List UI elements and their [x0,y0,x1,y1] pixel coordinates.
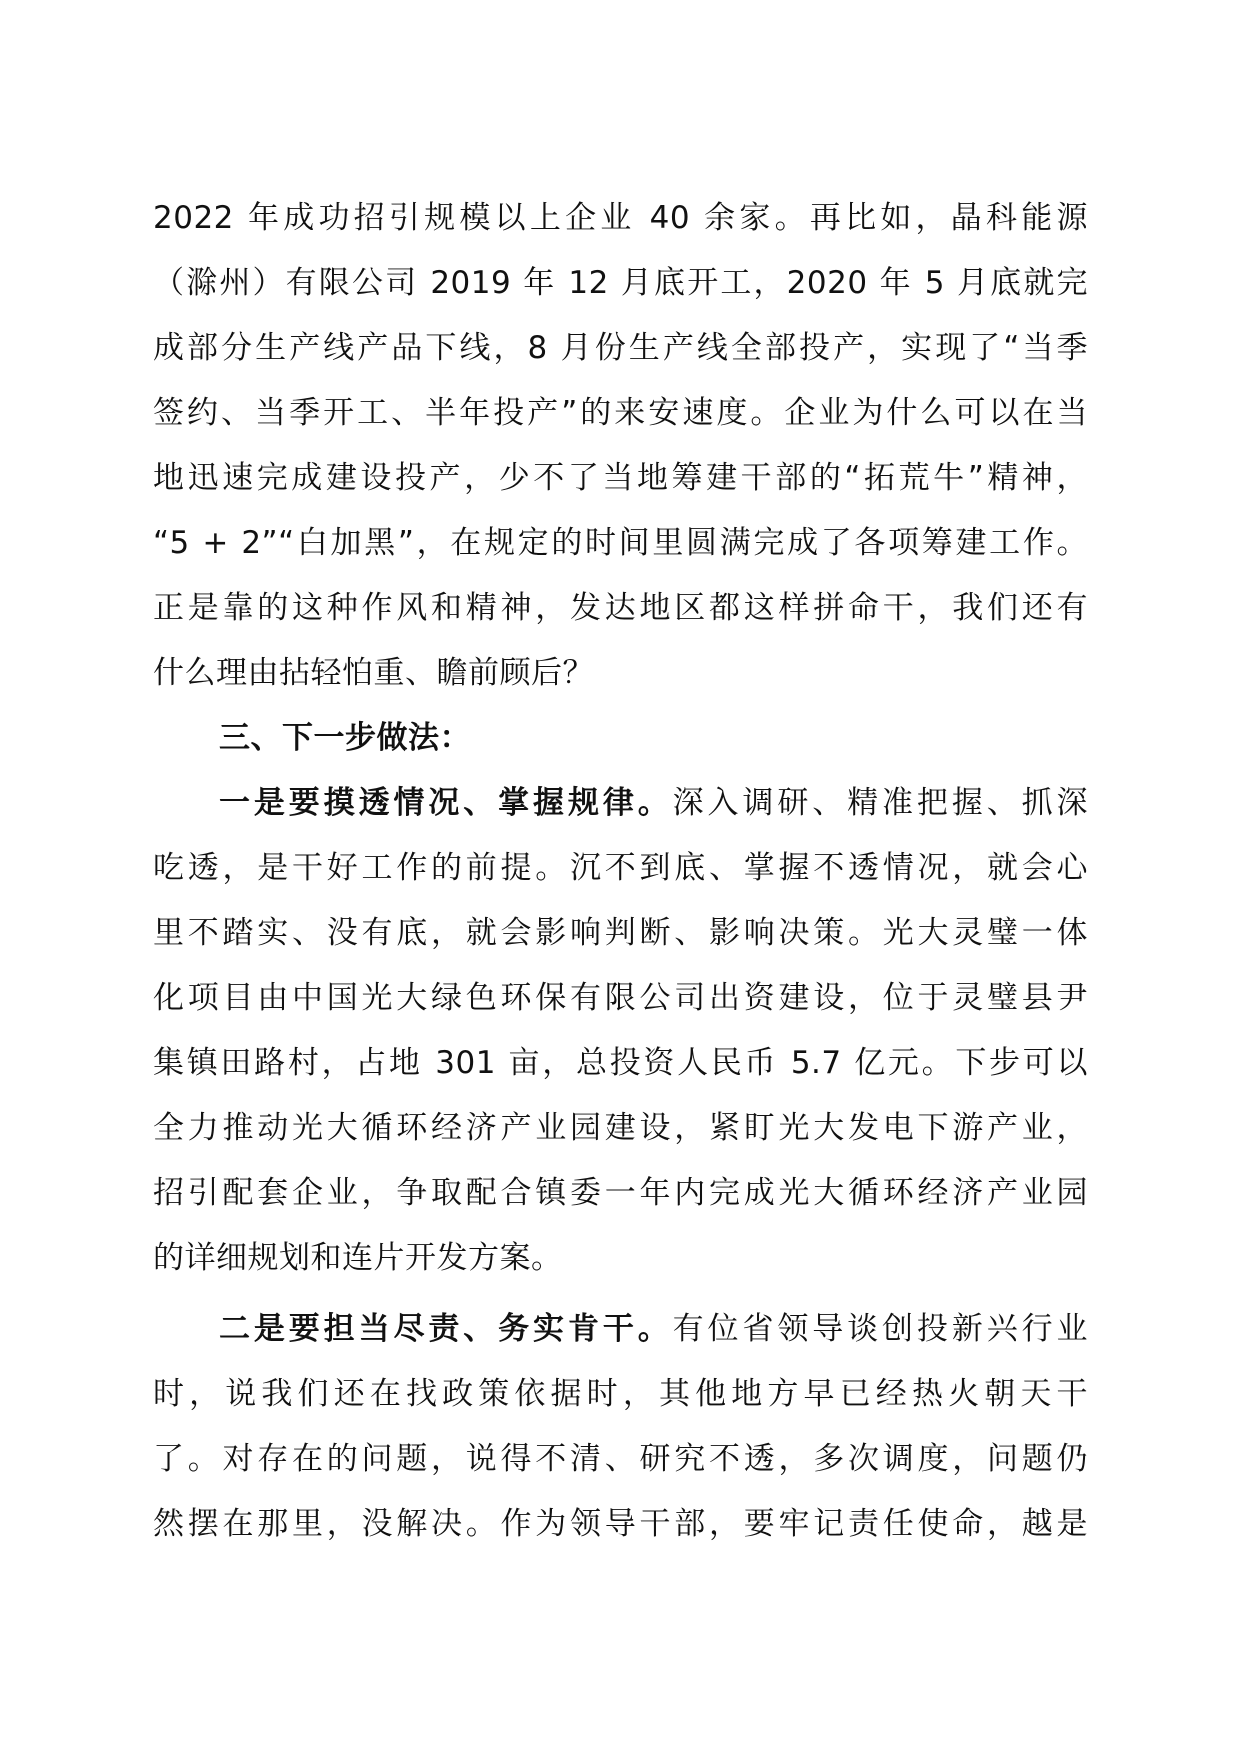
point2-first-line [153,1297,1088,1362]
point2-title: 二是要担当尽责、务实肯干。 [219,1311,673,1347]
body-line: 里不踏实、没有底，就会影响判断、影响决策。光大灵璧一体 [153,915,1088,951]
body-line: 集镇田路村，占地 301 亩，总投资人民币 5.7 亿元。下步可以 [153,1045,1088,1081]
point2-first-line-text: 有位省领导谈创投新兴行业 [672,1311,1089,1347]
body-line: 化项目由中国光大绿色环保有限公司出资建设，位于灵璧县尹 [153,980,1088,1016]
body-line: 什么理由拈轻怕重、瞻前顾后？ [153,655,594,691]
document-body [153,186,1088,1557]
body-line: 正是靠的这种作风和精神，发达地区都这样拼命干，我们还有 [153,590,1088,626]
body-line: 全力推动光大循环经济产业园建设，紧盯光大发电下游产业， [153,1110,1088,1146]
point1-title: 一是要摸透情况、掌握规律。 [219,785,673,821]
body-line: 的详细规划和连片开发方案。 [153,1240,563,1276]
point1-first-line-text: 深入调研、精准把握、抓深 [672,785,1089,821]
body-line: 然摆在那里，没解决。作为领导干部，要牢记责任使命，越是 [153,1506,1088,1542]
body-line: “5 + 2”“白加黑”，在规定的时间里圆满完成了各项筹建工作。 [153,525,1088,561]
body-line: 了。对存在的问题，说得不清、研究不透，多次调度，问题仍 [153,1441,1088,1477]
body-line: 2022 年成功招引规模以上企业 40 余家。再比如，晶科能源 [153,200,1088,236]
body-line: 吃透，是干好工作的前提。沉不到底、掌握不透情况，就会心 [153,850,1088,886]
body-line: 时，说我们还在找政策依据时，其他地方早已经热火朝天干 [153,1376,1088,1412]
body-line: 招引配套企业，争取配合镇委一年内完成光大循环经济产业园 [153,1175,1088,1211]
body-line: （滁州）有限公司 2019 年 12 月底开工，2020 年 5 月底就完 [153,265,1088,301]
body-line: 地迅速完成建设投产，少不了当地筹建干部的“拓荒牛”精神， [153,460,1088,496]
point1-first-line [153,771,1088,836]
body-line: 签约、当季开工、半年投产”的来安速度。企业为什么可以在当 [153,395,1088,431]
body-line: 成部分生产线产品下线，8 月份生产线全部投产，实现了“当季 [153,330,1088,366]
section-heading: 三、下一步做法： [219,720,471,756]
